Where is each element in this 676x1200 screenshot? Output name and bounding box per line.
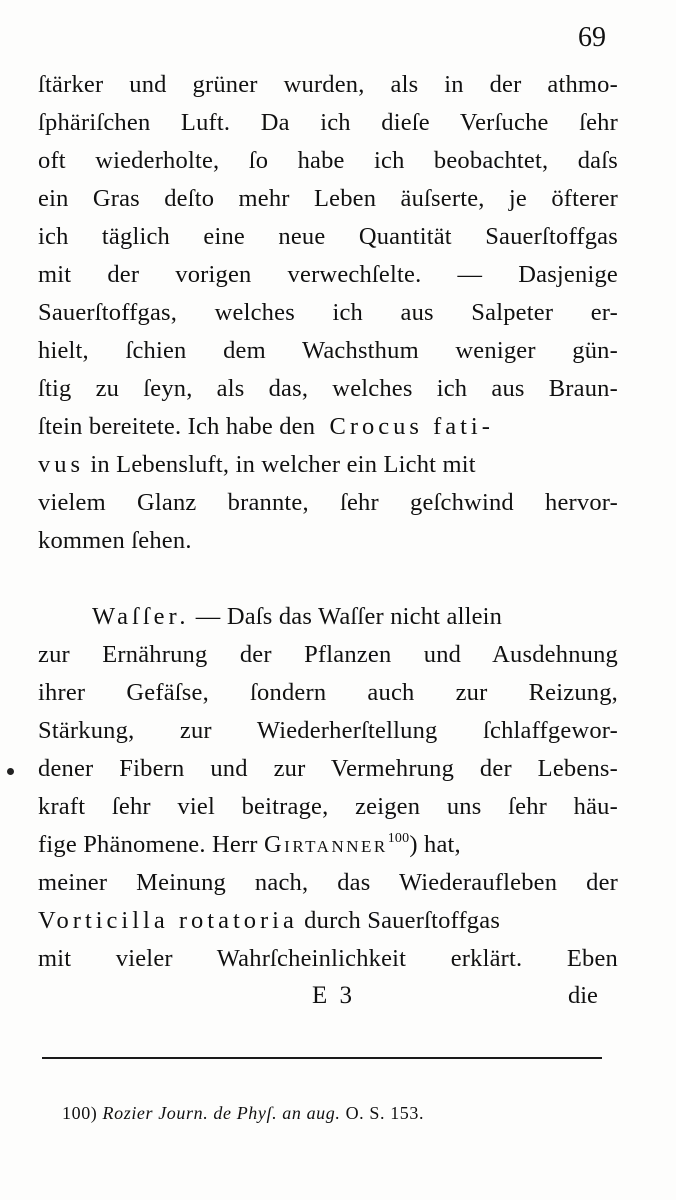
spaced-text: Crocus fati- xyxy=(329,413,494,440)
text-segment: ) hat, xyxy=(409,831,461,858)
text-segment: in Lebensluft, in welcher ein Licht mit xyxy=(84,451,476,478)
signature-mark: E 3 xyxy=(312,982,356,1009)
text-line: kommen ſehen. xyxy=(38,527,192,554)
text-line xyxy=(92,598,618,636)
text-line: ein Gras deſto mehr Leben äuſserte, je öfterer xyxy=(38,185,618,212)
catchword: die xyxy=(568,982,598,1009)
page-number: 69 xyxy=(578,22,606,53)
text-line: ich täglich eine neue Quantität Sauerſtoffgas xyxy=(38,223,618,250)
text-segment: durch Sauerſtoffgas xyxy=(297,907,501,934)
text-line: ſtärker und grüner wurden, als in der athmo- xyxy=(38,71,618,98)
spaced-text: vus xyxy=(38,451,85,478)
text-segment: fige Phänomene. Herr xyxy=(38,831,264,858)
author-name: Girtanner xyxy=(263,831,388,858)
text-line: zur Ernährung der Pflanzen und Ausdehnung xyxy=(38,641,618,668)
text-line: kraft ſehr viel beitrage, zeigen uns ſehr häu- xyxy=(38,793,618,820)
text-line: meiner Meinung nach, das Wiederaufleben der xyxy=(38,869,618,896)
text-line: vielem Glanz brannte, ſehr geſchwind hervor- xyxy=(38,489,618,516)
text-line: ſphäriſchen Luft. Da ich dieſe Verſuche ſehr xyxy=(38,109,618,136)
text-segment: — Daſs das Waſſer nicht allein xyxy=(189,603,503,630)
footnote-citation: Rozier Journ. de Phyſ. an aug. xyxy=(102,1103,341,1123)
text-line: mit vieler Wahrſcheinlichkeit erklärt. Eben xyxy=(38,945,618,972)
footnote-number: 100) xyxy=(62,1103,98,1123)
text-line: oft wiederholte, ſo habe ich beobachtet, daſs xyxy=(38,147,618,174)
footnote-ref: 100 xyxy=(387,831,410,846)
margin-dot xyxy=(7,768,14,775)
text-line: dener Fibern und zur Vermehrung der Lebens- xyxy=(38,755,618,782)
text-line: ihrer Gefäſse, ſondern auch zur Reizung, xyxy=(38,679,618,706)
text-segment: ſtein bereitete. Ich habe den xyxy=(38,413,316,440)
text-line xyxy=(38,826,618,864)
text-line: ſtig zu ſeyn, als das, welches ich aus Braun- xyxy=(38,375,618,402)
text-line: mit der vorigen verwechſelte. — Dasjenige xyxy=(38,261,618,288)
text-line: Stärkung, zur Wiederherſtellung ſchlaffgewor- xyxy=(38,717,618,744)
text-line: hielt, ſchien dem Wachsthum weniger gün- xyxy=(38,337,618,364)
text-line xyxy=(38,408,618,446)
spaced-text: Waſſer. xyxy=(92,603,190,630)
spaced-text: Vorticilla rotatoria xyxy=(38,907,298,934)
text-line xyxy=(38,446,618,484)
footnote-text: O. S. 153. xyxy=(340,1103,425,1123)
text-line xyxy=(38,902,618,940)
footnote-rule xyxy=(42,1057,602,1059)
text-line: Sauerſtoffgas, welches ich aus Salpeter er- xyxy=(38,299,618,326)
footnote xyxy=(62,1103,424,1124)
